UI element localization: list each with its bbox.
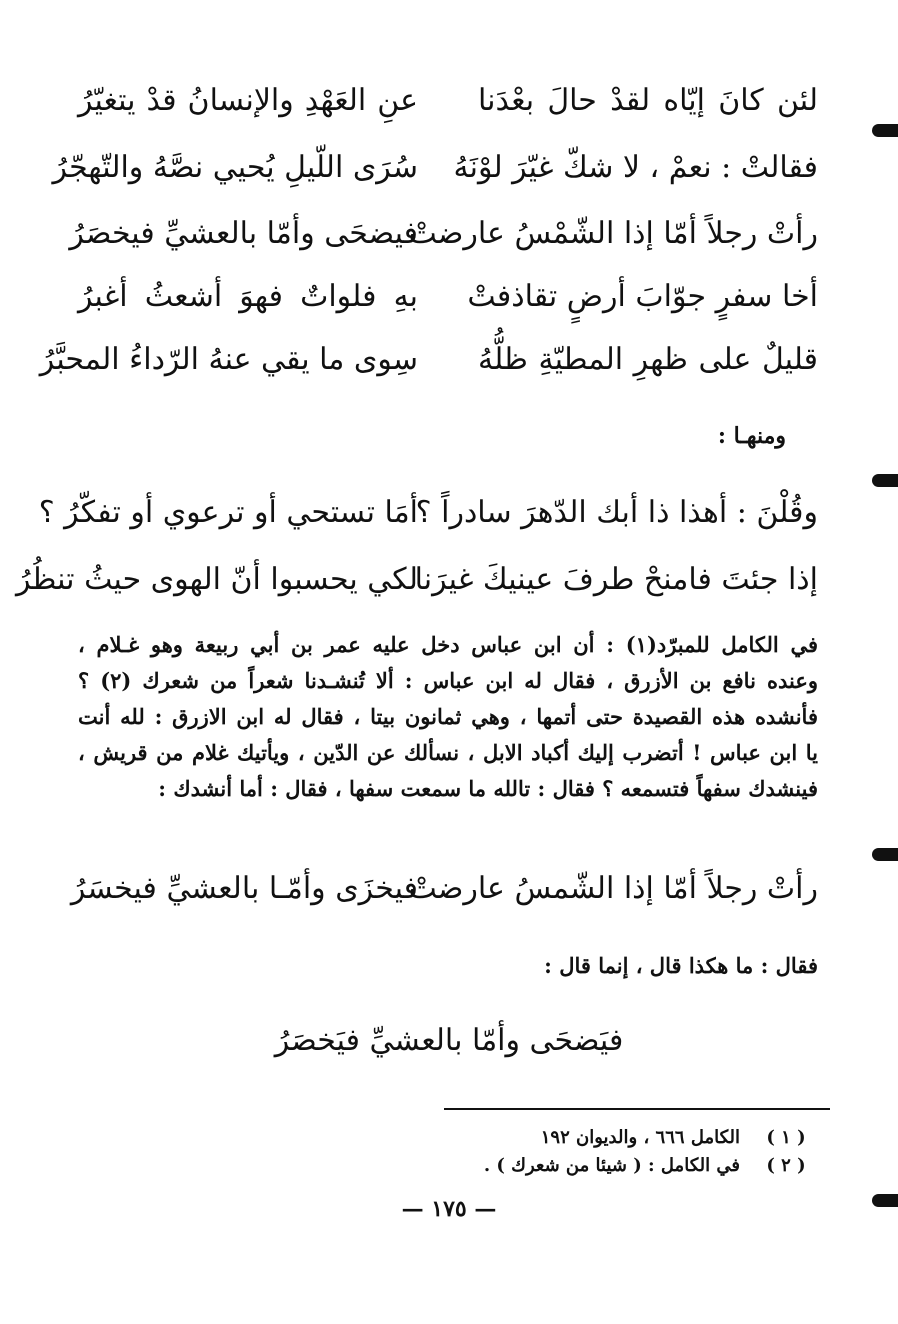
first-hemistich: رأتْ رجلاً أمّا إذا الشّمْسُ عارضتْ [408, 216, 818, 251]
prose-line: يا ابن عباس ! أتضرب إليك أكباد الابل ، نسألك عن الدّين ، ويأتيك غلام من قريش ، [78, 740, 818, 765]
verse-row [39, 333, 818, 387]
section-label: ومنهـا : [717, 423, 786, 449]
verse-row [78, 74, 818, 128]
second-hemistich: عنِ العَهْدِ والإنسانُ قدْ يتغيّرُ [78, 83, 418, 118]
second-hemistich: سُرَى اللّيلِ يُحيي نصَّهُ والتّهجّرُ [52, 150, 418, 185]
second-hemistich: فيخزَى وأمّـا بالعشيِّ فيخسَرُ [70, 871, 418, 906]
first-hemistich: قليلٌ على ظهرِ المطيّةِ ظلُّهُ [478, 342, 818, 377]
second-hemistich: لكي يحسبوا أنّ الهوى حيثُ تنظُرُ [15, 562, 418, 597]
prose-line: وعنده نافع بن الأزرق ، فقال له ابن عباس : ألا تُنشـدنا شعراً من شعرك (٢) ؟ [78, 668, 818, 693]
prose-line: في الكامل للمبرّد(١) : أن ابن عباس دخل عليه عمر بن أبي ربيعة وهو غـلام ، [78, 632, 818, 657]
prose-line: فينشدك سفهاً فتسمعه ؟ فقال : تالله ما سمعت سفها ، فقال : أما أنشدك : [158, 776, 818, 801]
footnote-divider [444, 1108, 830, 1110]
scan-edge-mark [872, 474, 898, 487]
scan-edge-mark [872, 1194, 898, 1207]
footnote-number: ( ٢ ) [766, 1155, 806, 1176]
prose-paragraph [78, 627, 818, 807]
footnote-text: في الكامل : ( شيئا من شعرك ) . [483, 1155, 740, 1176]
footnote [398, 1152, 818, 1180]
footnote-text: الكامل ٦٦٦ ، والديوان ١٩٢ [540, 1127, 740, 1148]
first-hemistich: فقالتْ : نعمْ ، لا شكّ غيّرَ لوْنَهُ [453, 150, 818, 185]
page-number: — ١٧٥ — [401, 1196, 497, 1222]
second-hemistich: أمَا تستحي أو ترعوي أو تفكّرُ ؟ [38, 495, 418, 530]
second-hemistich: فيضحَى وأمّا بالعشيِّ فيخصَرُ [69, 216, 418, 251]
verse-row [52, 141, 818, 195]
verse-row [69, 207, 818, 261]
second-hemistich: بهِ فلواتٌ فهوَ أشعثُ أغبرُ [78, 279, 418, 314]
first-hemistich: إذا جئتَ فامنحْ طرفَ عينيكَ غيرَنا [414, 562, 818, 597]
first-hemistich: رأتْ رجلاً أمّا إذا الشّمسُ عارضتْ [408, 871, 818, 906]
footnote-number: ( ١ ) [766, 1127, 806, 1148]
footnote [398, 1124, 818, 1152]
second-hemistich: سِوى ما يقي عنهُ الرّداءُ المحبَّرُ [39, 342, 418, 377]
verse-row [15, 553, 818, 607]
scan-edge-mark [872, 124, 898, 137]
verse-row [78, 270, 818, 324]
first-hemistich: أخا سفرٍ جوّابَ أرضٍ تقاذفتْ [467, 279, 818, 314]
first-hemistich: وقُلْنَ : أهذا ذا أبك الدّهرَ سادراً ؟ [415, 495, 818, 530]
verse-row [38, 486, 818, 540]
corrected-hemistich: فيَضحَى وأمّا بالعشيِّ فيَخصَرُ [274, 1023, 624, 1058]
first-hemistich: لئن كانَ إيّاه لقدْ حالَ بعْدَنا [478, 83, 818, 118]
transition-line: فقال : ما هكذا قال ، إنما قال : [544, 953, 818, 978]
quoted-verse [70, 862, 818, 916]
prose-line: فأنشده هذه القصيدة حتى أتمها ، وهي ثمانون بيتا ، فقال له ابن الازرق : لله أنت [78, 704, 818, 729]
scan-edge-mark [872, 848, 898, 861]
